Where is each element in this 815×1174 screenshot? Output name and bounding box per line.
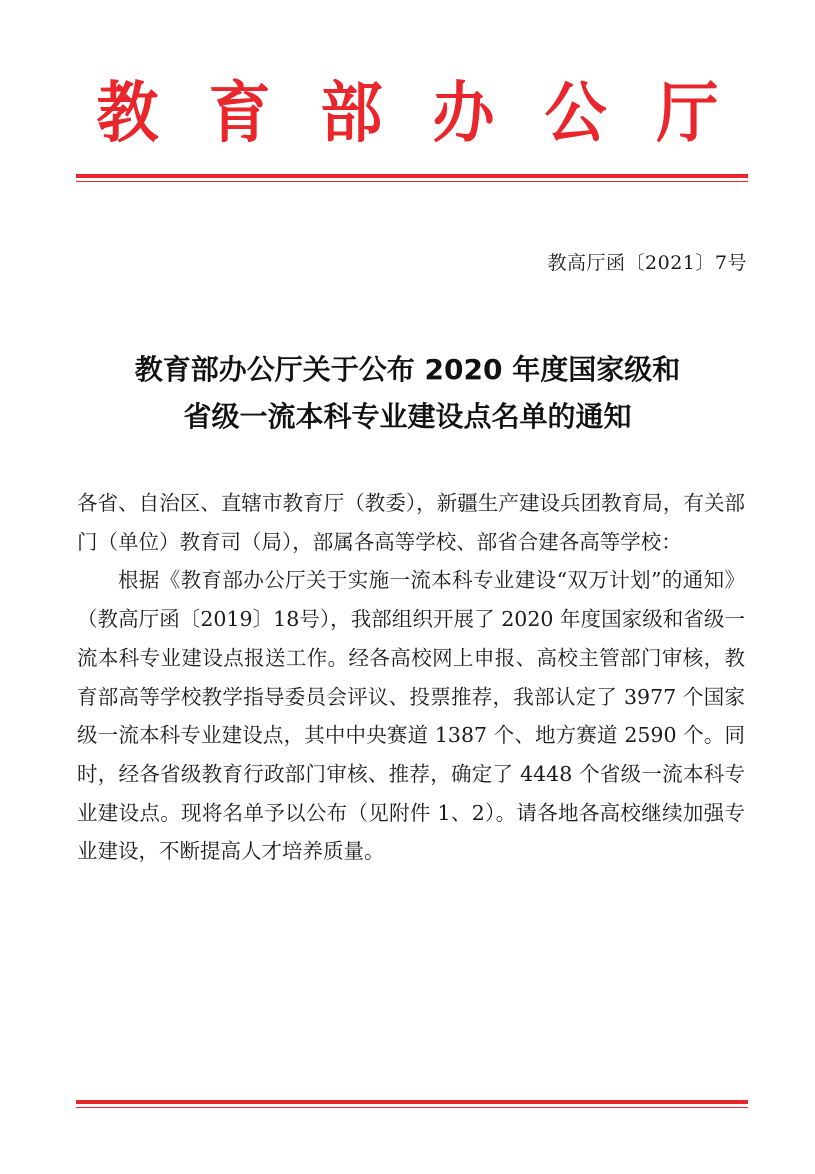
masthead-char: 公 bbox=[544, 73, 607, 152]
masthead-char: 育 bbox=[208, 73, 271, 152]
masthead-org-name bbox=[0, 68, 815, 158]
document-body bbox=[77, 484, 745, 871]
red-rule-thick bbox=[76, 174, 748, 178]
masthead-char: 厅 bbox=[656, 73, 719, 152]
masthead-char: 教 bbox=[96, 73, 159, 152]
red-rule-thin bbox=[76, 181, 748, 182]
masthead-char: 部 bbox=[320, 73, 383, 152]
title-line-2: 省级一流本科专业建设点名单的通知 bbox=[183, 400, 632, 433]
salutation: 各省、自治区、直辖市教育厅（教委），新疆生产建设兵团教育局，有关部门（单位）教育司（局），部属各高等学校、部省合建各高等学校： bbox=[77, 491, 745, 554]
footer-red-rule bbox=[76, 1100, 748, 1108]
red-rule-thick bbox=[76, 1100, 748, 1104]
masthead-red-rule bbox=[76, 174, 748, 182]
masthead-char: 办 bbox=[432, 73, 495, 152]
document-title bbox=[0, 346, 815, 440]
document-number: 教高厅函〔2021〕7号 bbox=[547, 252, 747, 274]
body-paragraph: 根据《教育部办公厅关于实施一流本科专业建设“双万计划”的通知》（教高厅函〔2019〕18号），我部组织开展了 2020 年度国家级和省级一流本科专业建设点报送工作。经各高校网上申报、高校主管部门审核，教育部高等学校教学指导委员会评议、投票推荐，我部认定了 3977 个国家级一流本科专业建设点，其中中央赛道 1387 个、地方赛道 2590 个。同时，经各省级教育行政部门审核、推荐，确定了 4448 个省级一流本科专业建设点。现将名单予以公布（见附件 1、2）。请各地各高校继续加强专业建设，不断提高人才培养质量。 bbox=[77, 568, 745, 864]
title-line-1: 教育部办公厅关于公布 2020 年度国家级和 bbox=[134, 353, 681, 386]
red-rule-thin bbox=[76, 1107, 748, 1108]
